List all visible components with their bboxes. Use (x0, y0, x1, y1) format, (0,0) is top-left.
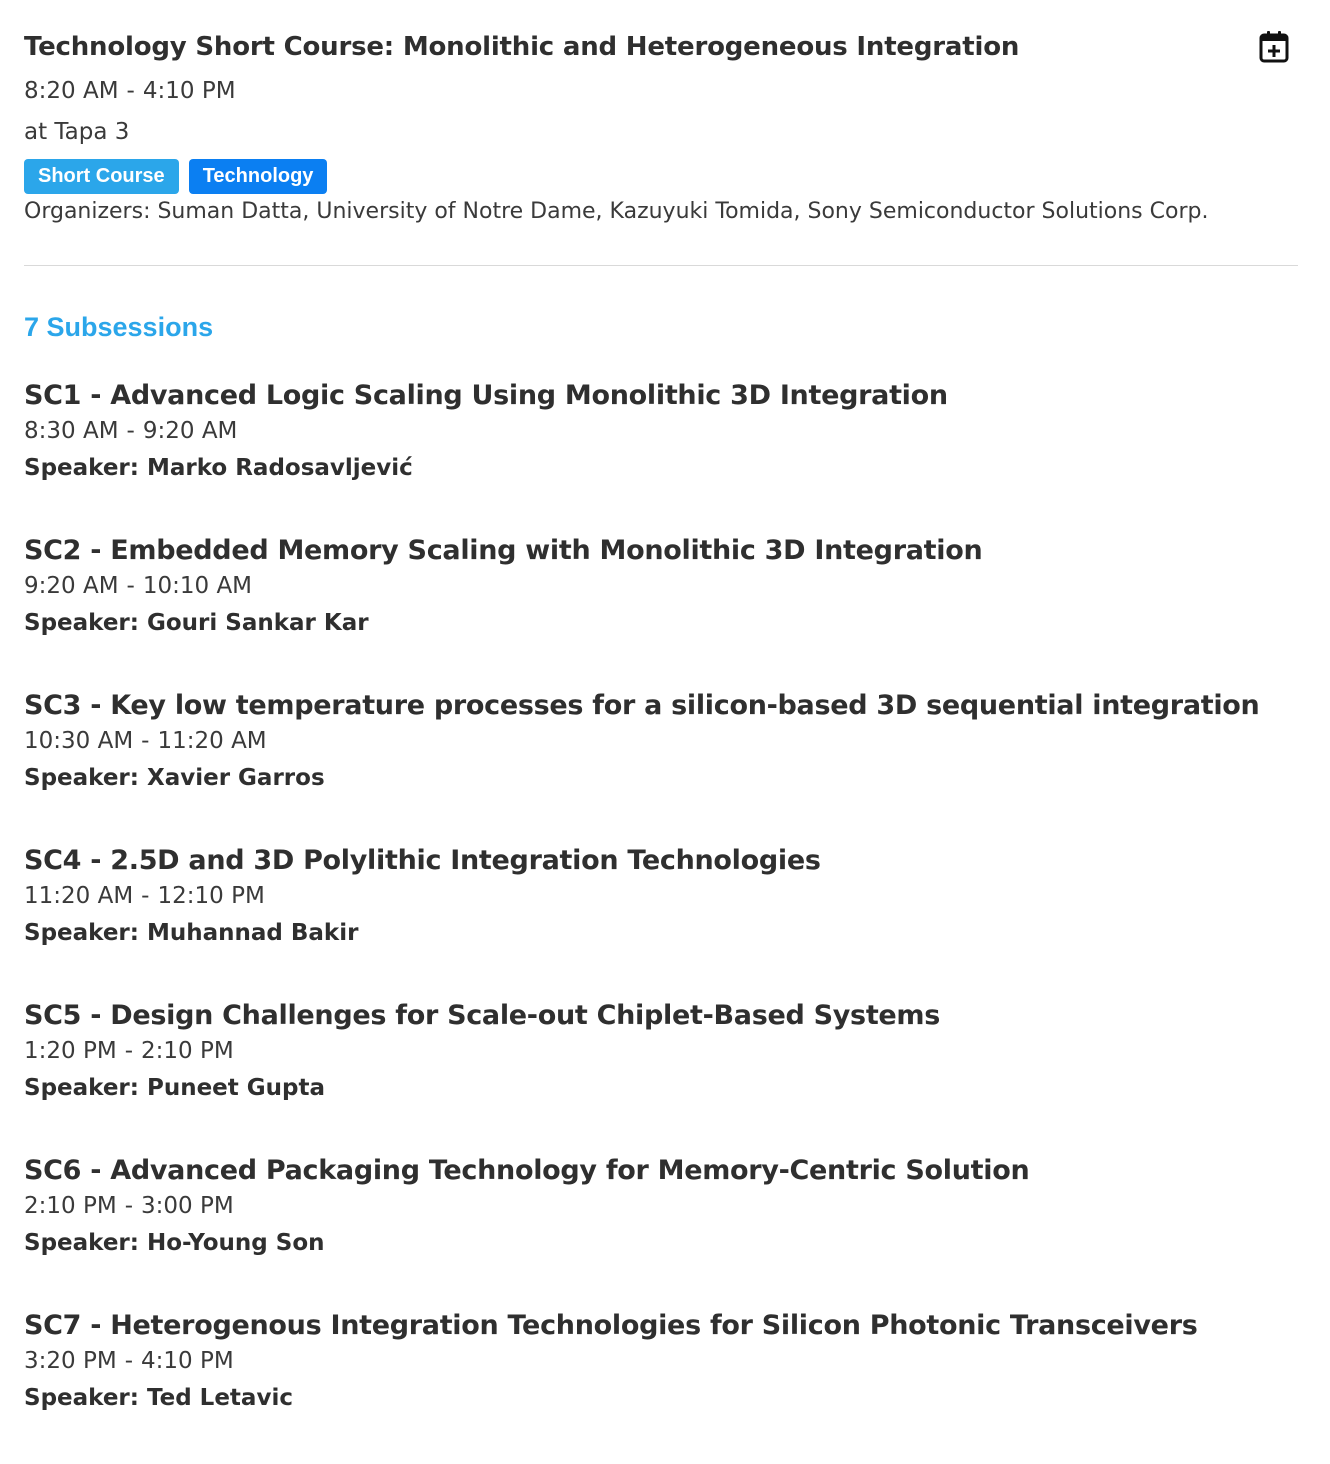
subsession-start: 9:20 AM (24, 573, 119, 599)
subsession-item (24, 534, 1298, 689)
subsession-title[interactable]: SC7 - Heterogenous Integration Technologies for Silicon Photonic Transceivers (24, 1310, 1198, 1341)
session-time (24, 76, 1298, 106)
subsession-item (24, 1154, 1298, 1309)
tag-technology[interactable]: Technology (189, 159, 328, 194)
tag-list (24, 159, 1298, 195)
subsession-start: 1:20 PM (24, 1038, 117, 1064)
subsession-speaker: Speaker: Puneet Gupta (24, 1075, 326, 1101)
subsession-item (24, 689, 1298, 844)
subsession-time (24, 1036, 1298, 1066)
subsessions-heading: 7 Subsessions (24, 312, 214, 342)
subsession-time (24, 571, 1298, 601)
session-organizers: Organizers: Suman Datta, University of Notre Dame, Kazuyuki Tomida, Sony Semiconductor Solutions Corp. (24, 199, 1209, 224)
subsession-title[interactable]: SC2 - Embedded Memory Scaling with Monolithic 3D Integration (24, 535, 983, 566)
subsession-end: 10:10 AM (142, 573, 253, 599)
subsession-item (24, 1309, 1298, 1464)
subsession-item (24, 844, 1298, 999)
subsession-start: 8:30 AM (24, 418, 119, 444)
session-header (24, 0, 1298, 227)
time-separator: - (126, 418, 135, 444)
session-title: Technology Short Course: Monolithic and Heterogeneous Integration (24, 32, 1020, 62)
session-page (24, 0, 1298, 1464)
subsession-time (24, 726, 1298, 756)
subsession-speaker: Speaker: Ho-Young Son (24, 1230, 325, 1256)
subsession-time (24, 1191, 1298, 1221)
time-separator: - (126, 573, 135, 599)
session-start-time: 8:20 AM (24, 78, 119, 104)
subsession-speaker: Speaker: Marko Radosavljević (24, 455, 413, 481)
time-separator: - (124, 1193, 133, 1219)
subsession-title[interactable]: SC4 - 2.5D and 3D Polylithic Integration Technologies (24, 845, 821, 876)
subsession-end: 3:00 PM (141, 1193, 234, 1219)
subsession-end: 9:20 AM (142, 418, 238, 444)
subsession-title[interactable]: SC3 - Key low temperature processes for a silicon-based 3D sequential integration (24, 690, 1260, 721)
subsession-time (24, 1346, 1298, 1376)
subsession-title[interactable]: SC1 - Advanced Logic Scaling Using Monolithic 3D Integration (24, 380, 948, 411)
calendar-plus-icon (1258, 30, 1290, 64)
subsession-end: 4:10 PM (141, 1348, 234, 1374)
subsession-speaker: Speaker: Muhannad Bakir (24, 920, 359, 946)
session-location: at Tapa 3 (24, 119, 130, 145)
subsession-start: 2:10 PM (24, 1193, 117, 1219)
subsession-time (24, 881, 1298, 911)
subsession-speaker: Speaker: Xavier Garros (24, 765, 325, 791)
subsession-item (24, 999, 1298, 1154)
subsession-end: 12:10 PM (157, 883, 265, 909)
tag-short-course[interactable]: Short Course (24, 159, 179, 194)
session-end-time: 4:10 PM (142, 78, 236, 104)
subsession-start: 11:20 AM (24, 883, 134, 909)
subsession-item (24, 379, 1298, 534)
time-separator: - (126, 78, 135, 104)
add-to-calendar-button[interactable] (1258, 30, 1290, 64)
subsession-time (24, 416, 1298, 446)
subsession-speaker: Speaker: Gouri Sankar Kar (24, 610, 369, 636)
time-separator: - (141, 883, 150, 909)
subsession-start: 10:30 AM (24, 728, 134, 754)
subsession-speaker: Speaker: Ted Letavic (24, 1385, 293, 1411)
subsession-list (24, 379, 1298, 1464)
subsession-end: 11:20 AM (157, 728, 267, 754)
time-separator: - (124, 1038, 133, 1064)
time-separator: - (141, 728, 150, 754)
subsession-end: 2:10 PM (141, 1038, 234, 1064)
subsession-start: 3:20 PM (24, 1348, 117, 1374)
subsession-title[interactable]: SC6 - Advanced Packaging Technology for Memory-Centric Solution (24, 1155, 1030, 1186)
time-separator: - (124, 1348, 133, 1374)
section-divider (24, 265, 1298, 266)
subsession-title[interactable]: SC5 - Design Challenges for Scale-out Chiplet-Based Systems (24, 1000, 941, 1031)
